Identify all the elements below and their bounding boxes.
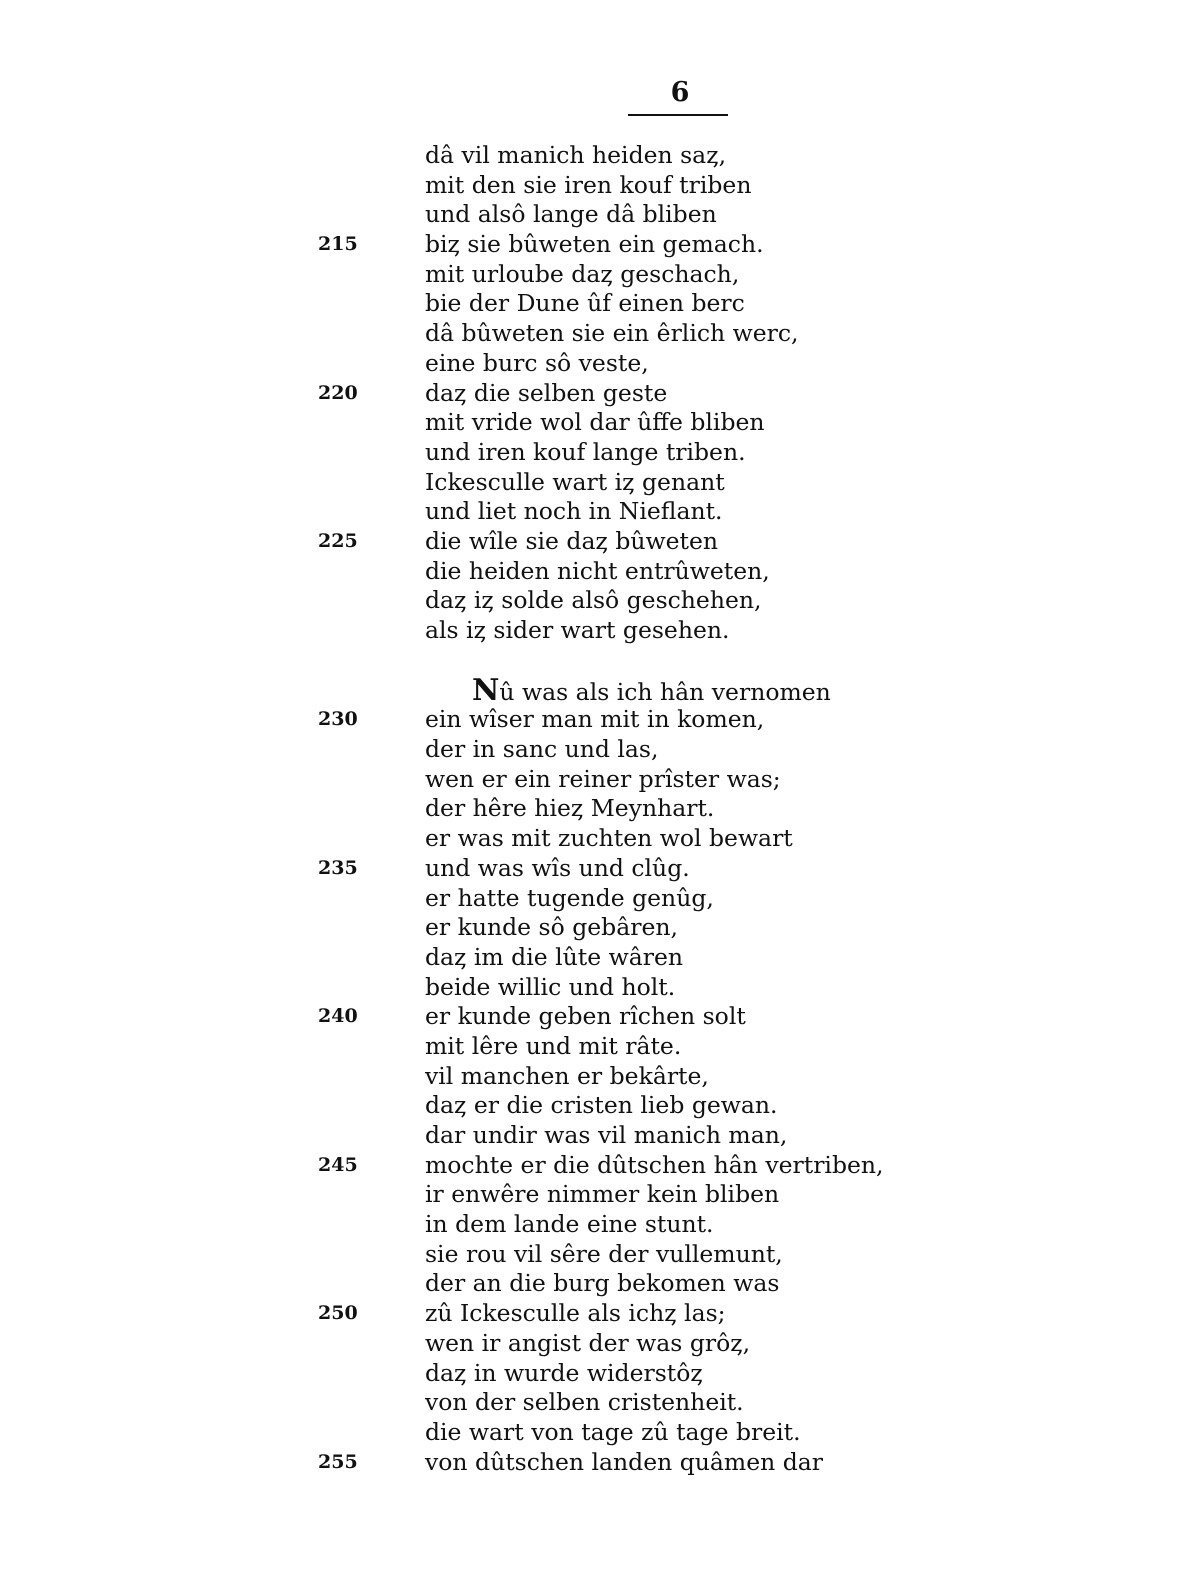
verse-text bbox=[425, 260, 739, 290]
page-number-rule bbox=[628, 114, 728, 116]
verse-text-body: von dûtschen landen quâmen dar bbox=[425, 1447, 824, 1476]
line-number: 250 bbox=[318, 1302, 358, 1325]
verse-text bbox=[425, 1329, 750, 1359]
verse-line bbox=[0, 1299, 1191, 1329]
verse-text bbox=[425, 973, 675, 1003]
verse-text bbox=[425, 1032, 681, 1062]
verse-text-body: daȥ in wurde widerstôȥ bbox=[425, 1358, 703, 1387]
verse-text bbox=[425, 319, 799, 349]
verse-text bbox=[425, 468, 725, 498]
verse-text bbox=[425, 1299, 726, 1329]
line-number: 235 bbox=[318, 856, 358, 879]
verse-line bbox=[0, 672, 1191, 708]
verse-line bbox=[0, 1329, 1191, 1359]
line-number: 225 bbox=[318, 529, 358, 552]
verse-text bbox=[425, 171, 751, 201]
verse-text-body: von der selben cristenheit. bbox=[425, 1388, 744, 1417]
verse-text-body: daȥ iȥ solde alsô geschehen, bbox=[425, 586, 762, 615]
verse-line bbox=[0, 379, 1191, 409]
verse-text-body: wen er ein reiner prîster was; bbox=[425, 764, 781, 793]
verse-text bbox=[425, 765, 781, 795]
verse-text bbox=[425, 1269, 779, 1299]
verse-text-body: und alsô lange dâ bliben bbox=[425, 200, 717, 229]
verse-text bbox=[425, 230, 764, 260]
verse-line bbox=[0, 557, 1191, 587]
page-number: 6 bbox=[670, 77, 690, 108]
verse-line bbox=[0, 884, 1191, 914]
verse-text-body: mit vride wol dar ûffe bliben bbox=[425, 408, 765, 437]
verse-text-body: sie rou vil sêre der vullemunt, bbox=[425, 1239, 783, 1268]
verse-line bbox=[0, 1359, 1191, 1389]
verse-line bbox=[0, 171, 1191, 201]
verse-text bbox=[425, 200, 717, 230]
verse-text bbox=[425, 1121, 787, 1151]
verse-text-body: eine burc sô veste, bbox=[425, 348, 649, 377]
verse-text-body: mit lêre und mit râte. bbox=[425, 1031, 682, 1060]
verse-text-body: mit den sie iren kouf triben bbox=[425, 170, 752, 199]
verse-text-body: die wart von tage zû tage breit. bbox=[425, 1417, 801, 1446]
verse-text bbox=[425, 1002, 746, 1032]
verse-line bbox=[0, 943, 1191, 973]
line-number: 220 bbox=[318, 381, 358, 404]
verse-text bbox=[472, 672, 831, 708]
verse-text-body: und was wîs und clûg. bbox=[425, 853, 690, 882]
verse-text-body: mochte er die dûtschen hân vertriben, bbox=[425, 1150, 884, 1179]
verse-text bbox=[425, 527, 718, 557]
verse-line bbox=[0, 1151, 1191, 1181]
verse-text bbox=[425, 854, 690, 884]
verse-line bbox=[0, 1121, 1191, 1151]
line-number: 240 bbox=[318, 1005, 358, 1028]
verse-line bbox=[0, 586, 1191, 616]
verse-text-body: ir enwêre nimmer kein bliben bbox=[425, 1180, 780, 1209]
verse-text-body: ein wîser man mit in komen, bbox=[425, 705, 765, 734]
verse-text-body: û was als ich hân vernomen bbox=[499, 677, 831, 706]
verse-line bbox=[0, 705, 1191, 735]
verse-text bbox=[425, 1448, 823, 1478]
verse-text bbox=[425, 349, 649, 379]
verse-line bbox=[0, 735, 1191, 765]
verse-line bbox=[0, 200, 1191, 230]
verse-line bbox=[0, 794, 1191, 824]
verse-text bbox=[425, 1180, 779, 1210]
verse-line bbox=[0, 349, 1191, 379]
verse-text-body: zû Ickesculle als ichȥ las; bbox=[425, 1299, 726, 1328]
verse-text-body: wen ir angist der was grôȥ, bbox=[425, 1328, 751, 1357]
initial-letter: N bbox=[472, 672, 500, 708]
verse-text bbox=[425, 438, 746, 468]
verse-text bbox=[425, 913, 678, 943]
verse-text bbox=[425, 1240, 783, 1270]
verse-text bbox=[425, 557, 770, 587]
verse-text-body: der an die burg bekomen was bbox=[425, 1269, 780, 1298]
verse-line bbox=[0, 973, 1191, 1003]
verse-line bbox=[0, 1210, 1191, 1240]
verse-text-body: vil manchen er bekârte, bbox=[425, 1061, 709, 1090]
verse-text-body: der in sanc und las, bbox=[425, 735, 659, 764]
verse-column bbox=[0, 141, 1191, 1477]
verse-text bbox=[425, 1151, 884, 1181]
verse-line bbox=[0, 765, 1191, 795]
verse-line bbox=[0, 616, 1191, 646]
verse-text-body: bie der Dune ûf einen berc bbox=[425, 289, 745, 318]
verse-line bbox=[0, 289, 1191, 319]
line-number: 230 bbox=[318, 708, 358, 731]
verse-line bbox=[0, 1418, 1191, 1448]
verse-line bbox=[0, 468, 1191, 498]
verse-line bbox=[0, 1002, 1191, 1032]
verse-line bbox=[0, 1240, 1191, 1270]
verse-line bbox=[0, 141, 1191, 171]
verse-text-body: biȥ sie bûweten ein gemach. bbox=[425, 230, 764, 259]
verse-text-body: dâ bûweten sie ein êrlich werc, bbox=[425, 319, 799, 348]
verse-text-body: er hatte tugende genûg, bbox=[425, 883, 714, 912]
verse-text-body: und liet noch in Nieflant. bbox=[425, 497, 723, 526]
verse-line bbox=[0, 1091, 1191, 1121]
verse-text-body: und iren kouf lange triben. bbox=[425, 437, 746, 466]
verse-line bbox=[0, 1062, 1191, 1092]
verse-text-body: daȥ im die lûte wâren bbox=[425, 942, 683, 971]
verse-text bbox=[425, 408, 765, 438]
verse-text bbox=[425, 1418, 801, 1448]
verse-text-body: mit urloube daȥ geschach, bbox=[425, 259, 740, 288]
verse-text-body: die heiden nicht entrûweten, bbox=[425, 556, 770, 585]
verse-text-body: Ickesculle wart iȥ genant bbox=[425, 467, 725, 496]
verse-text bbox=[425, 289, 745, 319]
verse-text bbox=[425, 379, 667, 409]
verse-line bbox=[0, 1032, 1191, 1062]
verse-line bbox=[0, 1448, 1191, 1478]
verse-text-body: er kunde sô gebâren, bbox=[425, 913, 678, 942]
verse-line bbox=[0, 438, 1191, 468]
verse-text-body: er was mit zuchten wol bewart bbox=[425, 824, 793, 853]
line-number: 215 bbox=[318, 233, 358, 256]
verse-text bbox=[425, 735, 658, 765]
verse-line bbox=[0, 319, 1191, 349]
verse-text-body: dâ vil manich heiden saȥ, bbox=[425, 141, 727, 169]
verse-text-body: daȥ die selben geste bbox=[425, 378, 668, 407]
verse-line bbox=[0, 408, 1191, 438]
verse-line bbox=[0, 854, 1191, 884]
verse-text-body: als iȥ sider wart gesehen. bbox=[425, 616, 730, 644]
verse-text bbox=[425, 1359, 703, 1389]
line-number: 245 bbox=[318, 1153, 358, 1176]
verse-line bbox=[0, 824, 1191, 854]
verse-text-body: beide willic und holt. bbox=[425, 972, 676, 1001]
verse-text bbox=[425, 1388, 744, 1418]
verse-text bbox=[425, 824, 793, 854]
verse-text bbox=[425, 616, 730, 646]
verse-text bbox=[425, 705, 764, 735]
verse-text bbox=[425, 943, 683, 973]
verse-line bbox=[0, 913, 1191, 943]
verse-text-body: er kunde geben rîchen solt bbox=[425, 1002, 746, 1031]
verse-text-body: die wîle sie daȥ bûweten bbox=[425, 526, 719, 555]
verse-text bbox=[425, 794, 714, 824]
verse-text-body: der hêre hieȥ Meynhart. bbox=[425, 794, 715, 823]
verse-line bbox=[0, 497, 1191, 527]
verse-line bbox=[0, 527, 1191, 557]
verse-line bbox=[0, 1180, 1191, 1210]
line-number: 255 bbox=[318, 1450, 358, 1473]
verse-text-body: in dem lande eine stunt. bbox=[425, 1210, 714, 1239]
verse-text bbox=[425, 884, 714, 914]
verse-line bbox=[0, 260, 1191, 290]
verse-text bbox=[425, 1091, 778, 1121]
verse-text bbox=[425, 497, 723, 527]
verse-text-body: daȥ er die cristen lieb gewan. bbox=[425, 1091, 778, 1120]
verse-text bbox=[425, 586, 761, 616]
verse-text-body: dar undir was vil manich man, bbox=[425, 1121, 788, 1149]
verse-line bbox=[0, 1388, 1191, 1418]
verse-text bbox=[425, 141, 726, 171]
verse-line bbox=[0, 230, 1191, 260]
verse-text bbox=[425, 1062, 709, 1092]
verse-text bbox=[425, 1210, 714, 1240]
verse-line bbox=[0, 1269, 1191, 1299]
